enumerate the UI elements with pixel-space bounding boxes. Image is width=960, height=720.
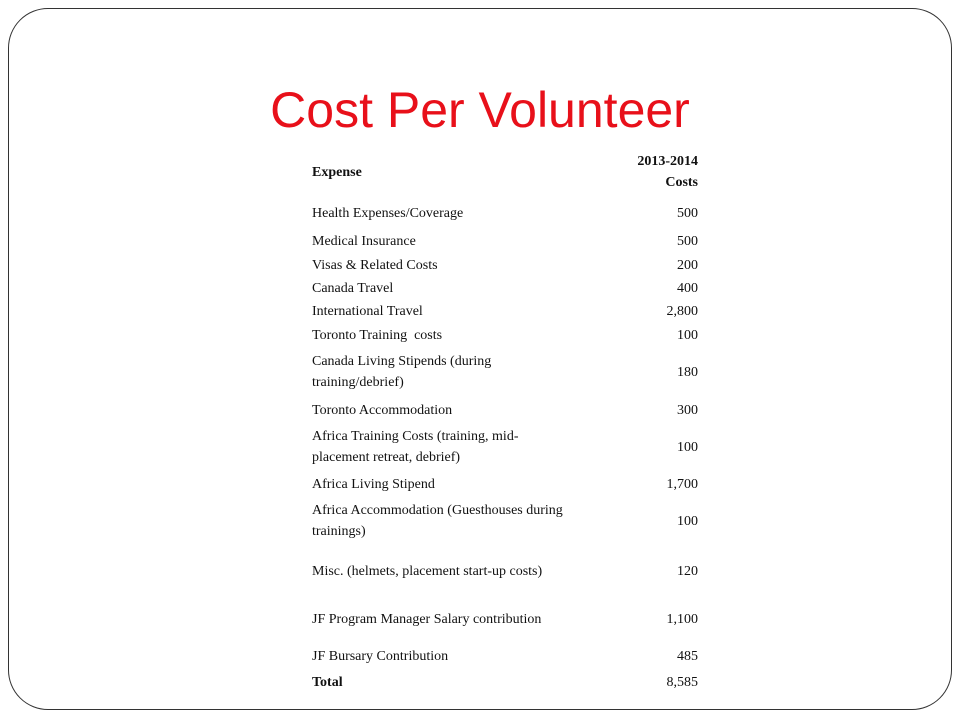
- table-row: [308, 471, 702, 497]
- expense-cell: Africa Accommodation (Guesthouses during trainings): [312, 503, 563, 539]
- table-row: [308, 423, 702, 471]
- cost-cell: 100: [677, 327, 698, 343]
- cost-cell: 120: [677, 563, 698, 579]
- cost-cell: 200: [677, 258, 698, 273]
- expense-cell: Canada Travel: [312, 281, 394, 296]
- table-row: [308, 347, 702, 397]
- table-row: [308, 323, 702, 347]
- slide-title: Cost Per Volunteer: [270, 82, 690, 138]
- cost-cell: 100: [677, 439, 698, 455]
- expense-cell: JF Bursary Contribution: [312, 648, 449, 664]
- table-row: [308, 300, 702, 323]
- table-row: [308, 497, 702, 545]
- expense-cell: Africa Living Stipend: [312, 476, 435, 492]
- cost-cell: 500: [677, 205, 698, 221]
- expense-cell: JF Program Manager Salary contribution: [312, 611, 542, 627]
- cost-cell: 180: [677, 364, 698, 380]
- cost-table: [308, 146, 702, 693]
- table-row: [308, 254, 702, 277]
- cost-cell: 500: [677, 233, 698, 249]
- table-row: [308, 228, 702, 254]
- cost-cell: 2,800: [666, 304, 698, 319]
- table-row: [308, 597, 702, 641]
- expense-cell: Toronto Training costs: [312, 327, 443, 343]
- table-row: [308, 198, 702, 228]
- table-row: [308, 545, 702, 597]
- expense-cell: Visas & Related Costs: [312, 258, 438, 273]
- table-row: [308, 277, 702, 300]
- header-costs: 2013-2014 Costs: [637, 154, 698, 190]
- cost-cell: 1,100: [666, 611, 698, 627]
- table-header-row: [308, 146, 702, 198]
- cost-cell: 485: [677, 648, 698, 664]
- cost-cell: 400: [677, 281, 698, 296]
- table-row: [308, 641, 702, 671]
- total-label: Total: [312, 674, 343, 690]
- expense-cell: Health Expenses/Coverage: [312, 205, 464, 221]
- expense-cell: Misc. (helmets, placement start-up costs): [312, 563, 543, 579]
- expense-cell: Africa Training Costs (training, mid-placement retreat, debrief): [312, 429, 519, 465]
- expense-cell: International Travel: [312, 304, 423, 319]
- table-row: [308, 397, 702, 423]
- cost-cell: 300: [677, 402, 698, 418]
- expense-cell: Toronto Accommodation: [312, 402, 453, 418]
- expense-cell: Medical Insurance: [312, 233, 416, 249]
- header-expense: Expense: [312, 164, 362, 180]
- cost-cell: 1,700: [666, 476, 698, 492]
- total-row: [308, 671, 702, 693]
- expense-cell: Canada Living Stipends (during training/debrief): [312, 354, 492, 390]
- total-cost: 8,585: [666, 674, 698, 690]
- cost-cell: 100: [677, 513, 698, 529]
